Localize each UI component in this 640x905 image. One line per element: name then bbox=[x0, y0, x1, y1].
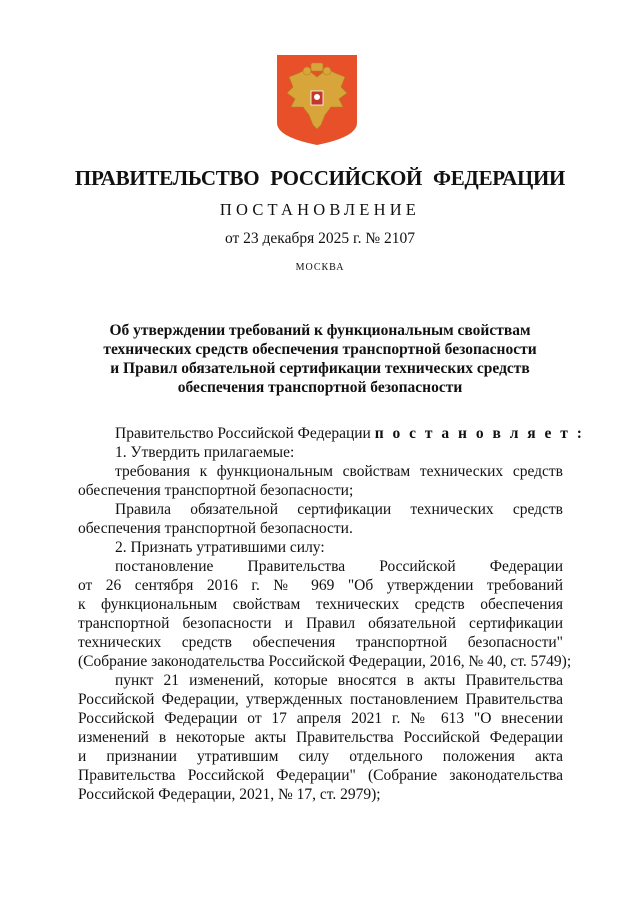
document-heading bbox=[0, 321, 640, 397]
body-paragraph bbox=[78, 557, 572, 671]
state-emblem bbox=[277, 55, 357, 145]
paragraph-line: к функциональным свойствам технических средств обеспечения bbox=[78, 596, 563, 613]
paragraph-line: от 26 сентября 2016 г. № 969 "Об утверждении требований bbox=[78, 577, 563, 594]
double-headed-eagle-icon bbox=[277, 55, 357, 145]
body-paragraph bbox=[78, 462, 563, 500]
paragraph-line: обеспечения транспортной безопасности. bbox=[78, 520, 353, 537]
paragraph-line: транспортной безопасности и Правил обязательной сертификации bbox=[78, 615, 563, 632]
paragraph-line: Правила обязательной сертификации технических средств bbox=[115, 501, 563, 518]
paragraph-line: технических средств обеспечения транспортной безопасности" bbox=[78, 634, 563, 651]
paragraph-line: Российской Федерации, утвержденных постановлением Правительства bbox=[78, 691, 563, 708]
document-date-number: от 23 декабря 2025 г. № 2107 bbox=[224, 230, 416, 247]
body-paragraph bbox=[78, 443, 563, 462]
document-type: ПОСТАНОВЛЕНИЕ bbox=[219, 200, 421, 219]
paragraph-line: обеспечения транспортной безопасности; bbox=[78, 482, 354, 499]
intro-paragraph bbox=[78, 424, 585, 443]
intro-resolves: п о с т а н о в л я е т : bbox=[374, 425, 585, 442]
body-paragraph bbox=[78, 500, 563, 538]
document-body bbox=[78, 424, 585, 804]
intro-text: Правительство Российской Федерации bbox=[115, 425, 371, 442]
body-paragraph bbox=[78, 538, 563, 557]
paragraph-line: Российской Федерации от 17 апреля 2021 г. № 613 "О внесении bbox=[78, 710, 563, 727]
paragraph-line: и признании утратившим силу отдельного положения акта bbox=[78, 748, 563, 765]
paragraph-line: требования к функциональным свойствам технических средств bbox=[115, 463, 563, 480]
paragraph-line: пункт 21 изменений, которые вносятся в акты Правительства bbox=[115, 672, 563, 689]
government-title: ПРАВИТЕЛЬСТВО РОССИЙСКОЙ ФЕДЕРАЦИИ bbox=[74, 166, 566, 190]
paragraph-line: изменений в некоторые акты Правительства Российской Федерации bbox=[78, 729, 563, 746]
paragraph-line: 2. Признать утратившими силу: bbox=[115, 539, 325, 556]
paragraph-line: (Собрание законодательства Российской Федерации, 2016, № 40, ст. 5749); bbox=[78, 653, 572, 670]
heading-line: Об утверждении требований к функциональным свойствам bbox=[109, 322, 531, 339]
paragraph-line: 1. Утвердить прилагаемые: bbox=[115, 444, 295, 461]
paragraph-line: Российской Федерации, 2021, № 17, ст. 2979); bbox=[78, 786, 381, 803]
document-city: МОСКВА bbox=[295, 262, 345, 273]
body-paragraph bbox=[78, 671, 563, 804]
paragraph-line: Правительства Российской Федерации" (Собрание законодательства bbox=[78, 767, 563, 784]
heading-line: обеспечения транспортной безопасности bbox=[177, 379, 463, 396]
paragraph-line: постановление Правительства Российской Федерации bbox=[115, 558, 563, 575]
heading-line: и Правил обязательной сертификации технических средств bbox=[110, 360, 530, 377]
heading-line: технических средств обеспечения транспортной безопасности bbox=[103, 341, 537, 358]
